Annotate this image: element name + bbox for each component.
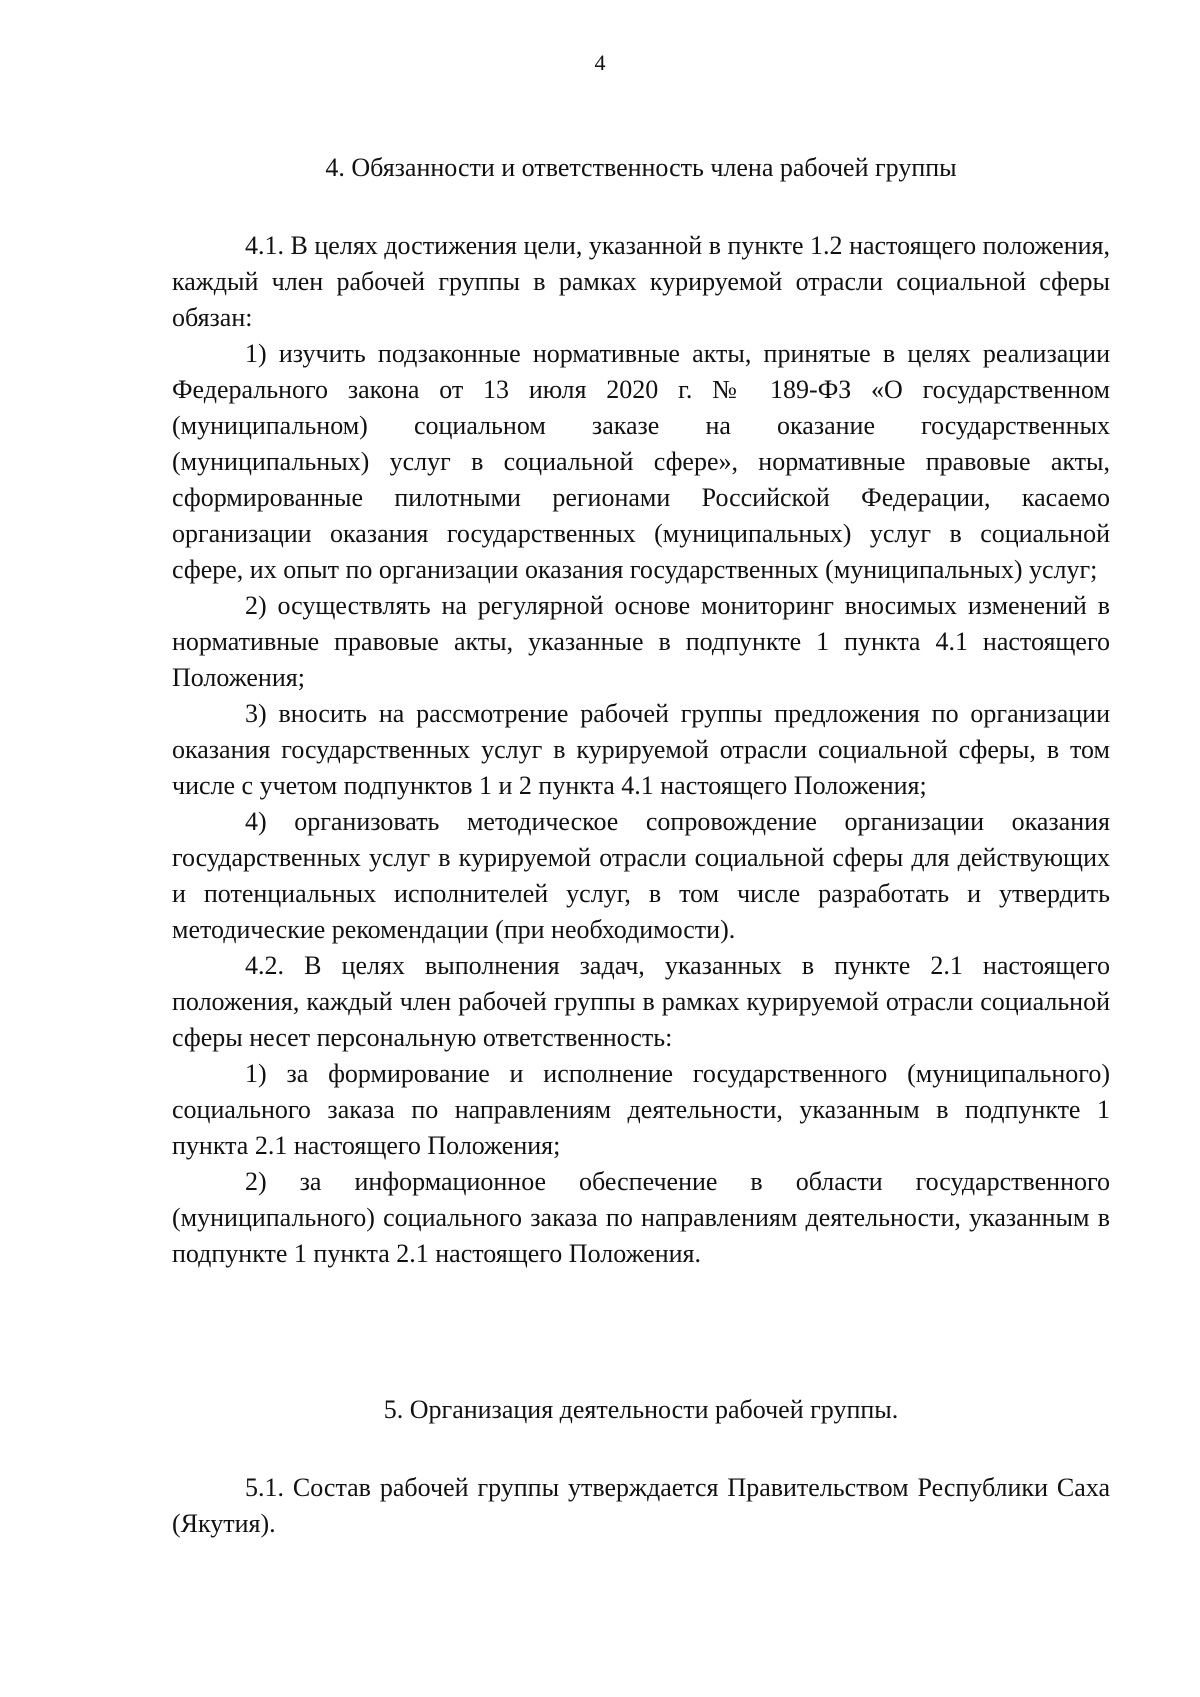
section-4-heading: 4. Обязанности и ответственность члена рабочей группы bbox=[325, 153, 957, 182]
paragraph-5-1: 5.1. Состав рабочей группы утверждается Правительством Республики Саха (Якутия). bbox=[172, 1473, 1110, 1538]
paragraph-4-1-item-3: 3) вносить на рассмотрение рабочей группы предложения по организации оказания государственных услуг в курируемой отрасли социальной сферы, в том числе с учетом подпунктов 1 и 2 пункта 4.1 настоящего Положения; bbox=[172, 699, 1110, 800]
page-number: 4 bbox=[594, 50, 606, 75]
section-5-heading: 5. Организация деятельности рабочей группы. bbox=[383, 1395, 899, 1424]
paragraph-4-1: 4.1. В целях достижения цели, указанной в пункте 1.2 настоящего положения, каждый член рабочей группы в рамках курируемой отрасли социальной сферы обязан: bbox=[172, 231, 1110, 332]
paragraph-4-2-item-2: 2) за информационное обеспечение в области государственного (муниципального) социального заказа по направлениям деятельности, указанным в подпункте 1 пункта 2.1 настоящего Положения. bbox=[172, 1167, 1110, 1268]
paragraph-4-1-item-1: 1) изучить подзаконные нормативные акты, принятые в целях реализации Федерального закона от 13 июля 2020 г. № 189-ФЗ «О государственном (муниципальном) социальном заказе на оказание государственных (муниципальных) услуг в социальной сфере», нормативные правовые акты, сформированные пилотными регионами Российской Федерации, касаемо организации оказания государственных (муниципальных) услуг в социальной сфере, их опыт по организации оказания государственных (муниципальных) услуг; bbox=[172, 339, 1110, 584]
paragraph-4-2-item-1: 1) за формирование и исполнение государственного (муниципального) социального заказа по направлениям деятельности, указанным в подпункте 1 пункта 2.1 настоящего Положения; bbox=[172, 1059, 1110, 1160]
paragraph-4-2: 4.2. В целях выполнения задач, указанных в пункте 2.1 настоящего положения, каждый член рабочей группы в рамках курируемой отрасли социальной сферы несет персональную ответственность: bbox=[172, 951, 1110, 1052]
paragraph-4-1-item-2: 2) осуществлять на регулярной основе мониторинг вносимых изменений в нормативные правовые акты, указанные в подпункте 1 пункта 4.1 настоящего Положения; bbox=[172, 591, 1110, 692]
paragraph-4-1-item-4: 4) организовать методическое сопровождение организации оказания государственных услуг в курируемой отрасли социальной сферы для действующих и потенциальных исполнителей услуг, в том числе разработать и утвердить методические рекомендации (при необходимости). bbox=[172, 807, 1110, 944]
section-4-body bbox=[172, 228, 1110, 1272]
section-5-body bbox=[172, 1470, 1110, 1542]
